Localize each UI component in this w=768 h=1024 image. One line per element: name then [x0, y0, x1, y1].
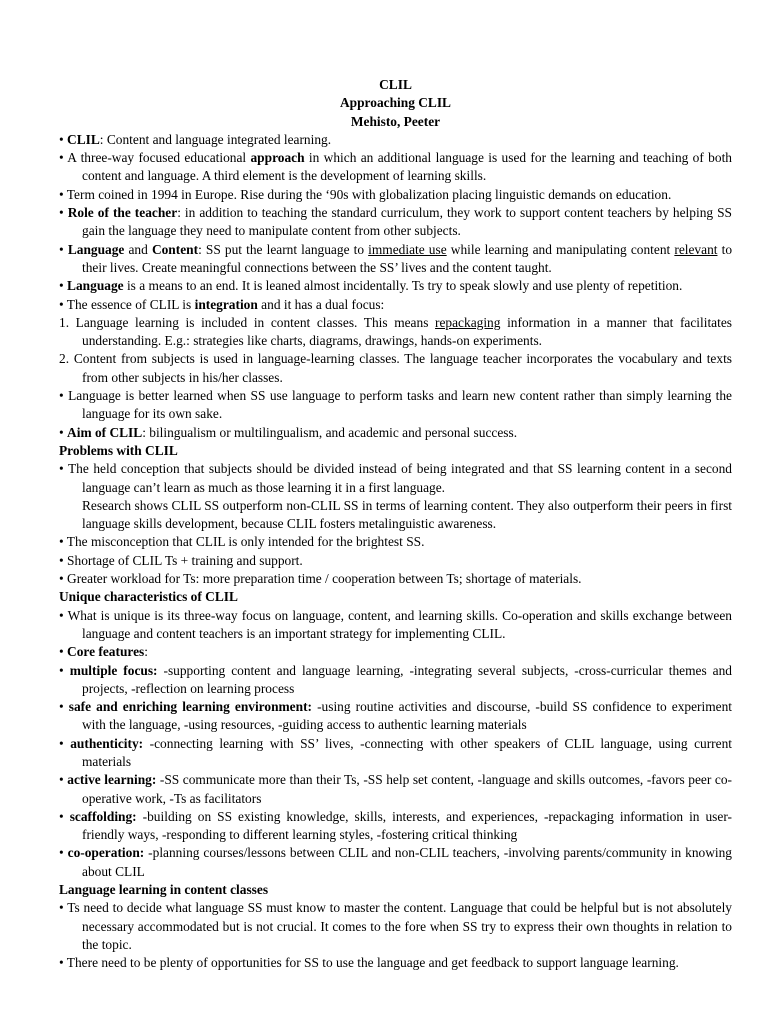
- bullet-active-learning: • active learning: -SS communicate more than their Ts, -SS help set content, -language and skills outcomes, -favors peer co-operative work, -Ts as facilitators: [59, 772, 732, 806]
- bullet-language-means: • Language is a means to an end. It is leaned almost incidentally. Ts try to speak slowly and use plenty of repetition.: [59, 278, 683, 294]
- document-page: [59, 76, 732, 973]
- bullet-problem-misconception: • The misconception that CLIL is only intended for the brightest SS.: [59, 534, 425, 550]
- bullet-safe-environment: • safe and enriching learning environment: -using routine activities and discourse, -build SS confidence to experiment with the language, -using resources, -guiding access to authentic learning materials: [59, 699, 732, 733]
- bullet-clil-definition: • CLIL: Content and language integrated learning.: [59, 131, 332, 147]
- numbered-item-1: 1. Language learning is included in content classes. This means repackaging information in a manner that facilitates understanding. E.g.: strategies like charts, diagrams, drawings, hands-on experiments.: [59, 314, 732, 349]
- bullet-term-coined: • Term coined in 1994 in Europe. Rise during the ‘90s with globalization placing linguistic demands on education.: [59, 186, 672, 202]
- bullet-opportunities: • There need to be plenty of opportunities for SS to use the language and get feedback to support language learning.: [59, 955, 679, 971]
- bullet-authenticity: • authenticity: -connecting learning with SS’ lives, -connecting with other speakers of CLIL language, using current materials: [59, 735, 732, 769]
- document-title: CLIL: [379, 77, 412, 92]
- bullet-approach: • A three-way focused educational approach in which an additional language is used for the learning and teaching of both content and language. A third element is the development of learning skills.: [59, 150, 732, 184]
- bullet-unique-focus: • What is unique is its three-way focus on language, content, and learning skills. Co-operation and skills exchange between language and content teachers is an important strategy for implementing CLIL.: [59, 607, 733, 641]
- bullet-language-content: • Language and Content: SS put the learnt language to immediate use while learning and manipulating content relevant to their lives. Create meaningful connections between the SS’ lives and the content taught.: [59, 241, 733, 275]
- bullet-multiple-focus: • multiple focus: -supporting content and language learning, -integrating several subjects, -cross-curricular themes and projects, -reflection on learning process: [59, 662, 733, 696]
- document-subtitle: Approaching CLIL: [339, 95, 451, 111]
- bullet-problem-conception: • The held conception that subjects should be divided instead of being integrated and that SS learning content in a second language can’t learn as much as those learning it in a first language.: [59, 461, 732, 495]
- document-author: Mehisto, Peeter: [350, 113, 441, 129]
- paragraph-research: Research shows CLIL SS outperform non-CLIL SS in terms of learning content. They also outperform their peers in first language skills development, because CLIL fosters metalinguistic awareness.: [82, 497, 732, 532]
- heading-language-learning: Language learning in content classes: [59, 882, 269, 898]
- bullet-language-better: • Language is better learned when SS use language to perform tasks and learn new content rather than simply learning the language for its own sake.: [59, 388, 732, 422]
- bullet-aim: • Aim of CLIL: bilingualism or multilingualism, and academic and personal success.: [59, 424, 518, 440]
- bullet-problem-workload: • Greater workload for Ts: more preparation time / cooperation between Ts; shortage of materials.: [59, 571, 582, 587]
- title-block: [59, 76, 732, 131]
- bullet-role-teacher: • Role of the teacher: in addition to teaching the standard curriculum, they work to support content teachers by helping SS gain the language they need to manipulate content from other subjects.: [59, 205, 732, 239]
- bullet-scaffolding: • scaffolding: -building on SS existing knowledge, skills, interests, and experiences, -repackaging information in user-friendly ways, -responding to different learning styles, -fostering critical thinking: [59, 808, 732, 843]
- bullet-co-operation: • co-operation: -planning courses/lessons between CLIL and non-CLIL teachers, -involving parents/community in knowing about CLIL: [59, 845, 732, 879]
- heading-unique: Unique characteristics of CLIL: [59, 589, 238, 605]
- bullet-ts-decide: • Ts need to decide what language SS must know to master the content. Language that could be helpful but is not absolutely necessary accommodated but is not crucial. It comes to the fore when SS try to express their own thoughts in relation to the topic.: [59, 900, 733, 952]
- bullet-problem-shortage: • Shortage of CLIL Ts + training and support.: [59, 552, 303, 568]
- bullet-essence: • The essence of CLIL is integration and it has a dual focus:: [59, 296, 385, 312]
- numbered-item-2: 2. Content from subjects is used in language-learning classes. The language teacher incorporates the vocabulary and texts from other subjects in his/her classes.: [59, 351, 733, 385]
- bullet-core-features: • Core features:: [59, 644, 148, 660]
- heading-problems: Problems with CLIL: [59, 442, 178, 458]
